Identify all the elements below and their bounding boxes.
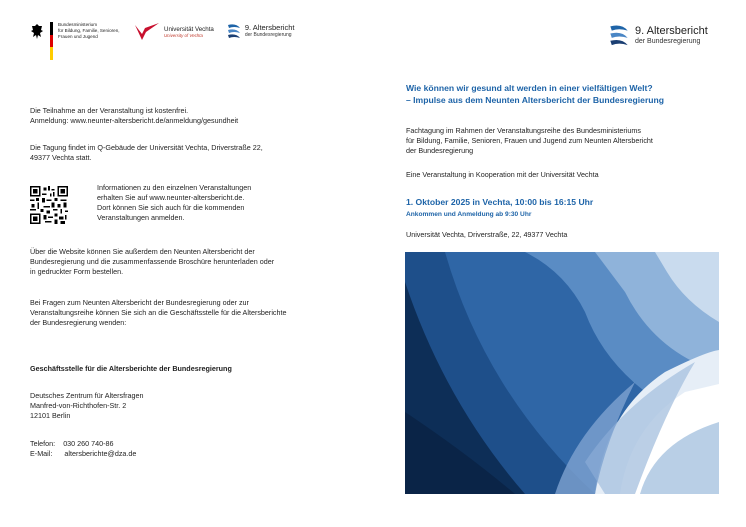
- university-subtitle: University of Vechta: [164, 33, 203, 38]
- event-venue: Universität Vechta, Driverstraße, 22, 49377 Vechta: [406, 230, 568, 239]
- registration-link[interactable]: Anmeldung: www.neunter-altersbericht.de/anmeldung/gesundheit: [30, 116, 239, 125]
- federal-eagle-icon: [30, 22, 44, 42]
- arrival-time: Ankommen und Anmeldung ab 9:30 Uhr: [406, 211, 532, 218]
- logo-row: [30, 22, 294, 60]
- event-date: 1. Oktober 2025 in Vechta, 10:00 bis 16:15 Uhr: [406, 197, 594, 207]
- university-name: Universität Vechta: [164, 26, 214, 33]
- cover-artwork: [405, 252, 719, 494]
- email-link[interactable]: altersberichte@dza.de: [64, 449, 137, 458]
- venue-paragraph: Die Tagung findet im Q-Gebäude der Universität Vechta, Driverstraße 22, 49377 Vechta statt.: [30, 143, 263, 162]
- qr-info-paragraph: Informationen zu den einzelnen Veranstaltungen erhalten Sie auf www.neunter-altersbericht.de. Dort können Sie sich auch für die kommenden Veranstaltungen anmelden.: [97, 183, 252, 222]
- phone-number[interactable]: 030 260 740-86: [63, 439, 114, 448]
- altersbericht-swoosh-icon: [607, 22, 631, 48]
- report-title: 9. Altersbericht: [635, 24, 708, 37]
- website-paragraph: Über die Website können Sie außerdem den Neunten Altersbericht der Bundesregierung und die zusammenfassende Broschüre herunterladen oder in gedruckter Form bestellen.: [30, 247, 275, 276]
- front-panel: [373, 0, 746, 527]
- event-headline: Wie können wir gesund alt werden in einer vielfältigen Welt? – Impulse aus dem Neunten Altersbericht der Bundesregierung: [406, 83, 665, 105]
- contact-details: [30, 439, 136, 459]
- office-title: Geschäftsstelle für die Altersberichte der Bundesregierung: [30, 364, 232, 373]
- university-logo: [134, 22, 214, 42]
- report-title: 9. Altersbericht: [244, 23, 295, 32]
- ministry-logo-text: Bundesministerium für Bildung, Familie, Senioren, Frauen und Jugend: [58, 22, 120, 39]
- altersbericht-swoosh-icon: [226, 22, 242, 40]
- german-flag-bar: [50, 22, 53, 60]
- office-address: Deutsches Zentrum für Altersfragen Manfred-von-Richthofen-Str. 2 12101 Berlin: [30, 391, 144, 420]
- participation-paragraph: Die Teilnahme an der Veranstaltung ist kostenfrei. Anmeldung: www.neunter-altersbericht.de/anmeldung/gesundheit: [30, 106, 239, 125]
- qr-code[interactable]: [30, 186, 68, 224]
- report-subtitle: der Bundesregierung: [635, 37, 701, 45]
- altersbericht-logo-large: [607, 22, 708, 48]
- cooperation-note: Eine Veranstaltung in Kooperation mit der Universität Vechta: [406, 170, 599, 179]
- phone-row: Telefon: 030 260 740-86: [30, 439, 114, 448]
- event-intro: Fachtagung im Rahmen der Veranstaltungsreihe des Bundesministeriums für Bildung, Familie, Senioren, Frauen und Jugend zum Neunten Altersbericht der Bundesregierung: [406, 126, 653, 155]
- report-subtitle: der Bundesregierung: [244, 32, 292, 38]
- contact-paragraph: Bei Fragen zum Neunten Altersbericht der Bundesregierung oder zur Veranstaltungsreihe können Sie sich an die Geschäftsstelle für die Altersberichte der Bundesregierung wenden:: [30, 298, 287, 327]
- vechta-arrow-icon: [134, 22, 160, 42]
- email-row: E-Mail: altersberichte@dza.de: [30, 449, 137, 458]
- altersbericht-logo: [226, 22, 295, 40]
